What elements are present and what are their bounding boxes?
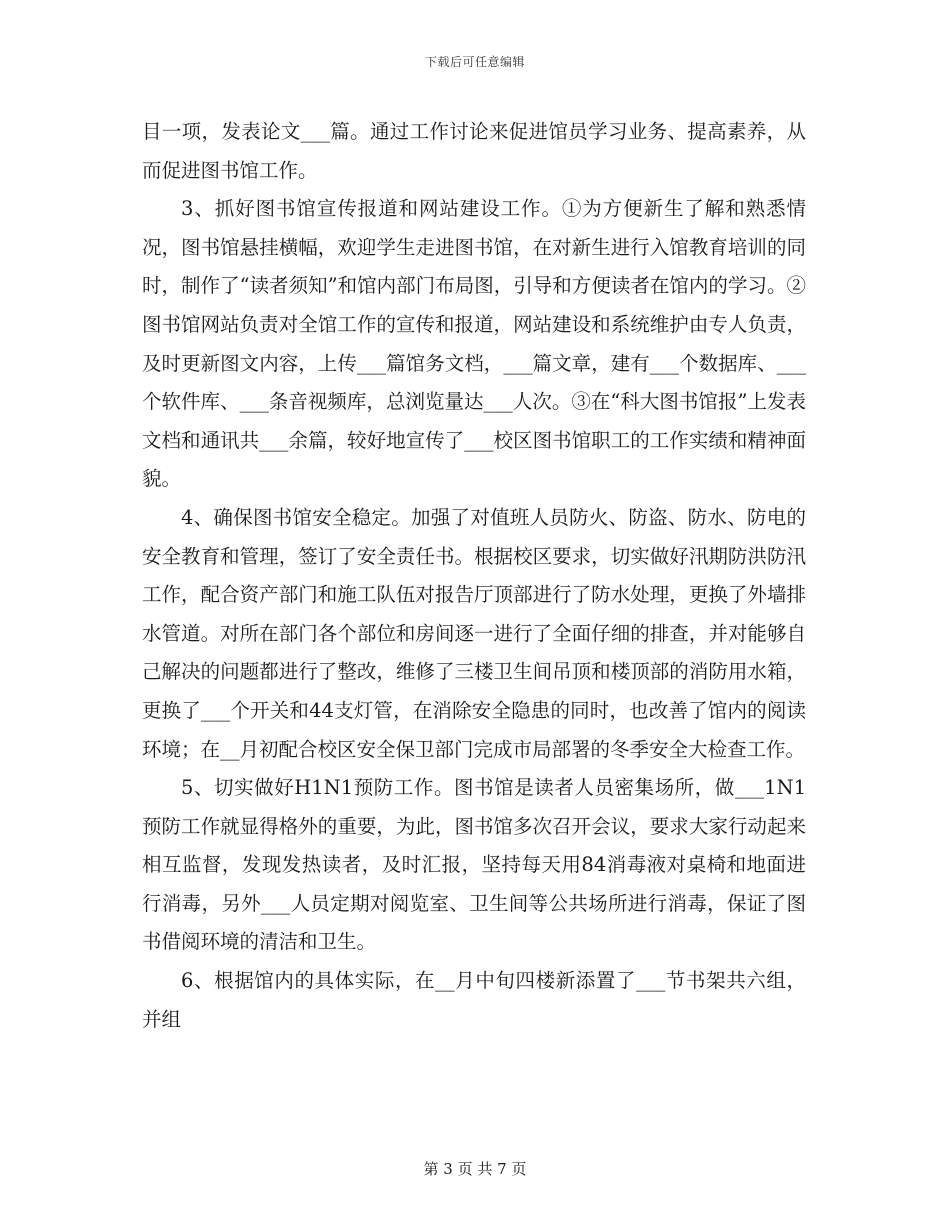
- page-header: 下载后可任意编辑: [424, 55, 525, 69]
- paragraph-item-3: 3、抓好图书馆宣传报道和网站建设工作。①为方便新生了解和熟悉情况，图书馆悬挂横幅，欢迎学生走进图书馆，在对新生进行入馆教育培训的同时，制作了“读者须知”和馆内部门布局图，引导和方便读者在馆内的学习。②图书馆网站负责对全馆工作的宣传和报道，网站建设和系统维护由专人负责，及时更新图文内容，上传___篇馆务文档，___篇文章，建有___个数据库、___个软件库、___条音视频库，总浏览量达___人次。③在“科大图书馆报”上发表文档和通讯共___余篇，较好地宣传了___校区图书馆职工的工作实绩和精神面貌。: [142, 197, 806, 491]
- paragraph-continuation: 目一项，发表论文___篇。通过工作讨论来促进馆员学习业务、提高素养，从而促进图书馆工作。: [142, 120, 806, 182]
- paragraph-item-4: 4、确保图书馆安全稳定。加强了对值班人员防火、防盗、防水、防电的安全教育和管理，签订了安全责任书。根据校区要求，切实做好汛期防洪防汛工作，配合资产部门和施工队伍对报告厅顶部进行了防水处理，更换了外墙排水管道。对所在部门各个部位和房间逐一进行了全面仔细的排查，并对能够自己解决的问题都进行了整改，维修了三楼卫生间吊顶和楼顶部的消防用水箱，更换了___个开关和44支灯管，在消除安全隐患的同时，也改善了馆内的阅读环境；在__月初配合校区安全保卫部门完成市局部署的冬季安全大检查工作。: [142, 505, 806, 761]
- document-body: [142, 113, 806, 1039]
- paragraph-item-5: 5、切实做好H1N1预防工作。图书馆是读者人员密集场所，做___1N1预防工作就显得格外的重要，为此，图书馆多次召开会议，要求大家行动起来相互监督，发现发热读者，及时汇报，坚持每天用84消毒液对桌椅和地面进行消毒，另外___人员定期对阅览室、卫生间等公共场所进行消毒，保证了图书借阅环境的清洁和卫生。: [142, 776, 806, 954]
- paragraph-item-6: 6、根据馆内的具体实际，在__月中旬四楼新添置了___节书架共六组，并组: [142, 969, 806, 1031]
- page-footer: 第 3 页 共 7 页: [423, 1160, 527, 1178]
